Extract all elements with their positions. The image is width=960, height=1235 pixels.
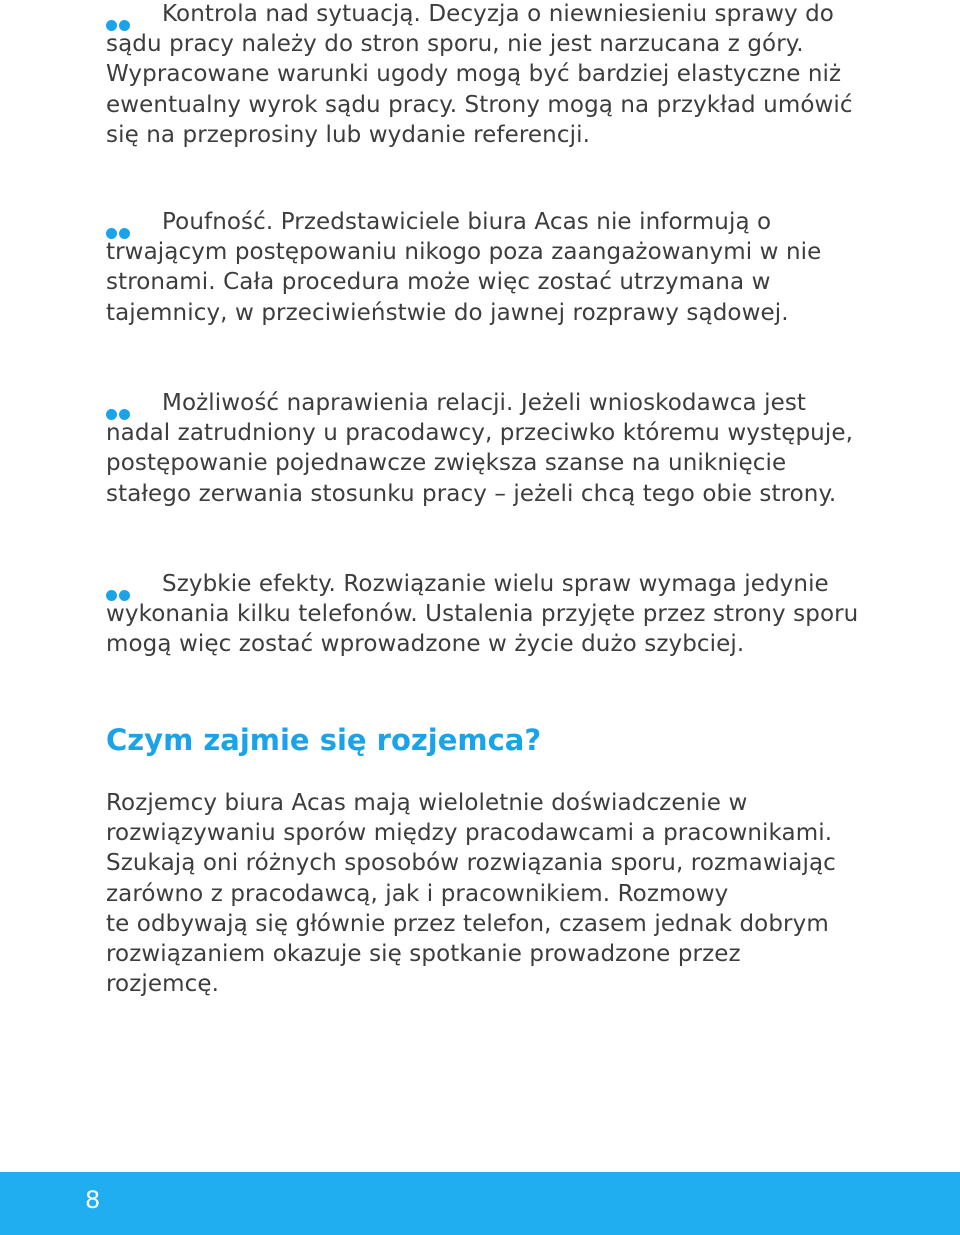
bullet-item: [106, 569, 886, 660]
bullet-item: [106, 207, 886, 328]
section-heading: Czym zajmie się rozjemca?: [106, 723, 542, 757]
bullet-dots-icon: [106, 398, 136, 410]
body-paragraph: [106, 788, 846, 999]
bullet-item: [106, 388, 866, 509]
bullet-dots-icon: [106, 9, 136, 21]
bullet-text: Poufność. Przedstawiciele biura Acas nie informują o trwającym postępowaniu nikogo poza zaangażowanymi w nie stronami. Cała procedura może więc zostać utrzymana w tajemnicy, w przeciwieństwie do jawnej rozprawy sądowej.: [106, 209, 822, 326]
footer-bar: [0, 1172, 960, 1235]
bullet-item: [106, 0, 886, 150]
bullet-text: Szybkie efekty. Rozwiązanie wielu spraw wymaga jedynie wykonania kilku telefonów. Ustalenia przyjęte przez strony sporu mogą więc zostać wprowadzone w życie dużo szybciej.: [106, 571, 859, 658]
body-text-part-1: Rozjemcy biura Acas mają wieloletnie doświadczenie w rozwiązywaniu sporów między pracodawcami a pracownikami. Szukają oni różnych sposobów rozwiązania sporu, rozmawiając zarówno z pracodawcą, jak i pracownikiem. Rozmowy: [106, 790, 836, 907]
page-number: 8: [85, 1186, 101, 1214]
body-text-part-2: te odbywają się głównie przez telefon, czasem jednak dobrym rozwiązaniem okazuje się spotkanie prowadzone przez rozjemcę.: [106, 910, 829, 998]
bullet-dots-icon: [106, 217, 136, 229]
bullet-text: Możliwość naprawienia relacji. Jeżeli wnioskodawca jest nadal zatrudniony u pracodawcy, przeciwko któremu występuje, postępowanie pojednawcze zwiększa szanse na uniknięcie stałego zerwania stosunku pracy – jeżeli chcą tego obie strony.: [106, 390, 853, 507]
bullet-text: Kontrola nad sytuacją. Decyzja o niewniesieniu sprawy do sądu pracy należy do stron sporu, nie jest narzucana z góry. Wypracowane warunki ugody mogą być bardziej elastyczne niż ewentualny wyrok sądu pracy. Strony mogą na przykład umówić się na przeprosiny lub wydanie referencji.: [106, 1, 853, 148]
bullet-dots-icon: [106, 579, 136, 591]
